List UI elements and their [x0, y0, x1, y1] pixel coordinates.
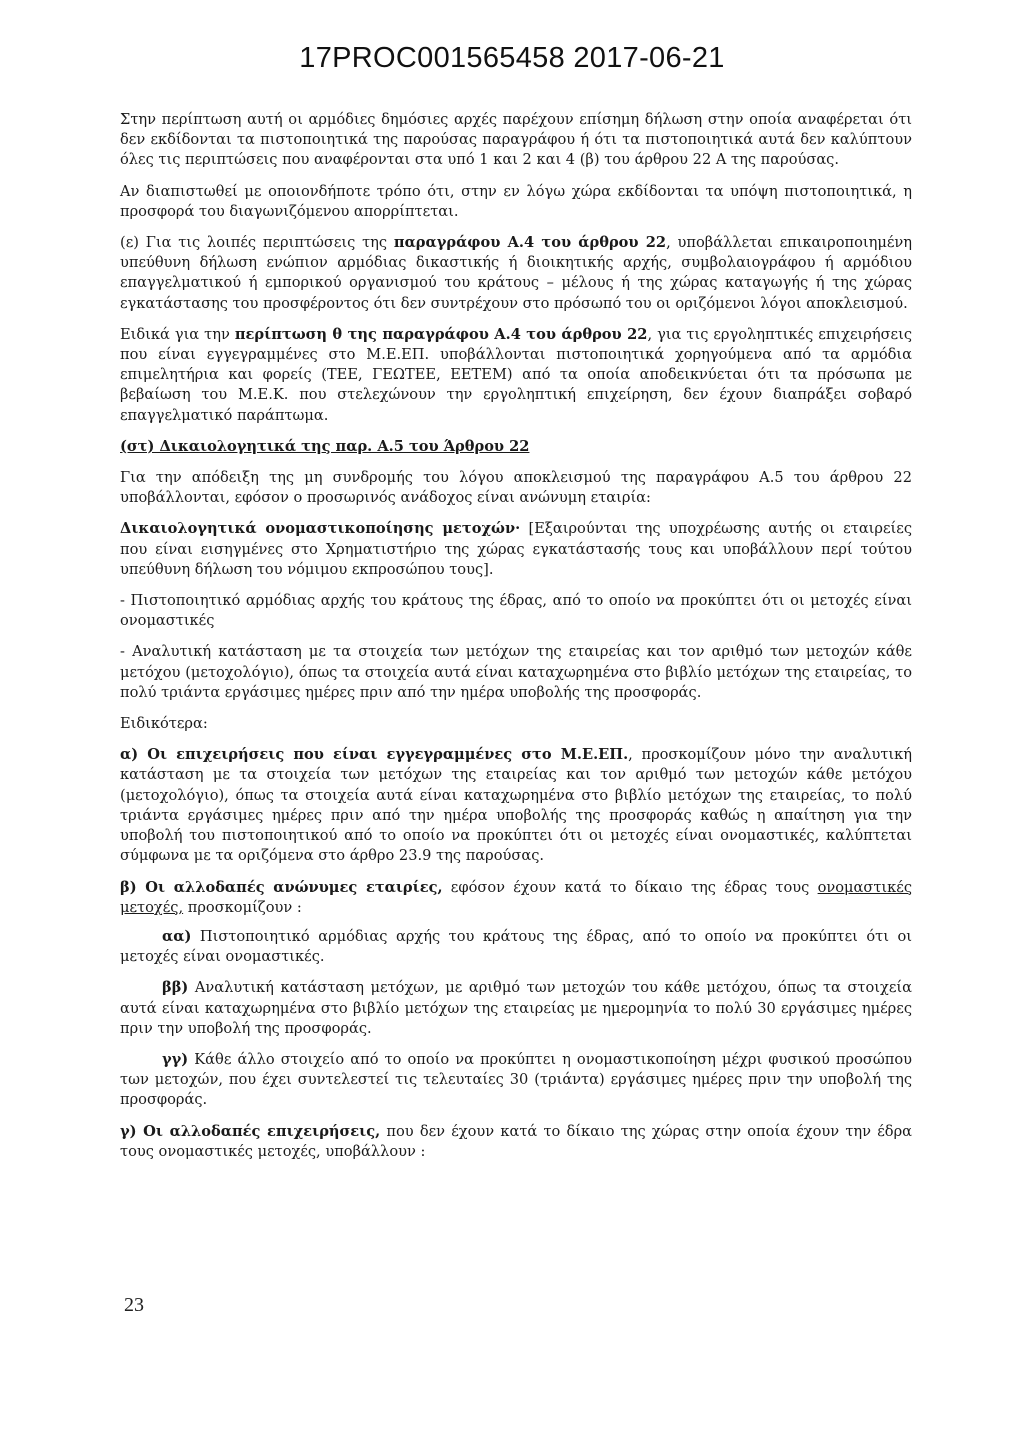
document-id-header: 17PROC001565458 2017-06-21	[299, 42, 725, 74]
sub-item-aa	[120, 927, 912, 967]
paragraph-reference: παραγράφου Α.4 του άρθρου 22	[393, 234, 667, 252]
paragraph-text: , προσκομίζουν μόνο την αναλυτική κατάσταση με τα στοιχεία των μετόχων της εταιρείας και τον αριθμό των μετοχών κάθε μετόχου (μετοχολόγιο), όπως τα στοιχεία αυτά είναι καταχωρημένα στο βιβλίο μετόχων της εταιρείας, το πολύ τριάντα εργάσιμες ημέρες πριν από την ημέρα υποβολής της προσφοράς καθώς η απαίτηση για την υποβολή του πιστοποιητικού από το οποίο να προκύπτει ότι οι μετοχές είναι ονομαστικές, καλύπτεται σύμφωνα με τα οριζόμενα στο άρθρο 23.9 της παρούσας.	[120, 746, 912, 865]
paragraph-share-docs	[120, 519, 912, 580]
paragraph-text: που δεν έχουν κατά το δίκαιο της χώρας στην οποία έχουν την έδρα τους ονομαστικές μετοχές, υποβάλλουν :	[120, 1122, 912, 1160]
paragraph-official-statement: Στην περίπτωση αυτή οι αρμόδιες δημόσιες αρχές παρέχουν επίσημη δήλωση στην οποία αναφέρεται ότι δεν εκδίδονται τα πιστοποιητικά της παρούσας παραγράφου ή ότι τα πιστοποιητικά αυτά δεν καλύπτουν όλες τις περιπτώσεις που αναφέρονται στα υπό 1 και 2 και 4 (β) του άρθρου 22 Α της παρούσας.	[120, 111, 912, 169]
sub-item-marker: αα)	[162, 927, 192, 945]
paragraph-text: προσκομίζουν :	[183, 898, 302, 916]
section-heading: (στ) Δικαιολογητικά της παρ. Α.5 του Άρθρου 22	[120, 437, 530, 455]
paragraph-case-e	[120, 233, 912, 314]
sub-item-marker: ββ)	[162, 979, 189, 997]
document-body	[120, 110, 912, 1173]
sub-item-text: Κάθε άλλο στοιχείο από το οποίο να προκύπτει η ονομαστικοποίηση μέχρι φυσικού προσώπου των μετοχών, που έχει συντελεστεί τις τελευταίες 30 (τριάντα) εργάσιμες ημέρες πριν την υποβολή της προσφοράς.	[120, 1050, 912, 1109]
paragraph-text: , υποβάλλεται επικαιροποιημένη υπεύθυνη δήλωση ενώπιον αρμόδιας δικαστικής ή διοικητικής αρχής, συμβολαιογράφου ή αρμόδιου επαγγελματικού ή εμπορικού οργανισμού του κράτους – μέλους ή της χώρας καταγωγής ή της χώρας εγκατάστασης του προσφέροντος ότι δεν συντρέχουν στο πρόσωπό του οι οριζόμενοι λόγοι αποκλεισμού.	[120, 234, 913, 312]
list-item-shareholder-register: - Αναλυτική κατάσταση με τα στοιχεία των μετόχων της εταιρείας και τον αριθμό των μετοχών κάθε μετόχου (μετοχολόγιο), όπως τα στοιχεία αυτά είναι καταχωρημένα στο βιβλίο μετόχων της εταιρείας, το πολύ τριάντα εργάσιμες ημέρες πριν από την ημέρα υποβολής της προσφοράς.	[120, 643, 912, 701]
paragraph-text: [Εξαιρούνται της υποχρέωσης αυτής οι εταιρείες που είναι εισηγμένες στο Χρηματιστήριο της χώρας εγκατάστασής τους και υποβάλλουν περί τούτου υπεύθυνη δήλωση του νόμιμου εκπροσώπου τους].	[120, 520, 912, 578]
paragraph-underlined-text: ονομαστικές μετοχές,	[120, 878, 912, 916]
paragraph-case-b	[120, 878, 912, 918]
paragraph-text: Ειδικά για την	[120, 325, 235, 343]
sub-item-text: Αναλυτική κατάσταση μετόχων, με αριθμό των μετοχών του κάθε μετόχου, όπως τα στοιχεία αυτά είναι καταχωρημένα στο βιβλίο μετόχων της εταιρείας με ημερομηνία το πολύ 30 εργάσιμες ημέρες πριν την υποβολή της προσφοράς.	[120, 979, 912, 1037]
sub-item-marker: γγ)	[162, 1050, 189, 1068]
paragraph-case-theta	[120, 325, 912, 426]
page-number: 23	[124, 1294, 144, 1316]
paragraph-text: (ε) Για τις λοιπές περιπτώσεις της	[120, 234, 394, 252]
paragraph-heading: β) Οι αλλοδαπές ανώνυμες εταιρίες,	[120, 878, 443, 896]
sub-item-gg	[120, 1050, 912, 1111]
paragraph-a5-intro: Για την απόδειξη της μη συνδρομής του λόγου αποκλεισμού της παραγράφου Α.5 του άρθρου 22 υποβάλλονται, εφόσον ο προσωρινός ανάδοχος είναι ανώνυμη εταιρία:	[120, 469, 912, 507]
paragraph-heading: Δικαιολογητικά ονομαστικοποίησης μετοχών·	[120, 520, 521, 538]
paragraph-rejection-rule: Αν διαπιστωθεί με οποιονδήποτε τρόπο ότι, στην εν λόγω χώρα εκδίδονται τα υπόψη πιστοποιητικά, η προσφορά του διαγωνιζόμενου απορρίπτεται.	[120, 182, 912, 220]
sub-item-bb	[120, 978, 912, 1039]
paragraph-heading: γ) Οι αλλοδαπές επιχειρήσεις,	[120, 1122, 381, 1140]
paragraph-case-a	[120, 745, 912, 866]
paragraph-heading: α) Οι επιχειρήσεις που είναι εγγεγραμμένες στο Μ.Ε.ΕΠ.	[120, 746, 629, 764]
list-item-certificate: - Πιστοποιητικό αρμόδιας αρχής του κράτους της έδρας, από το οποίο να προκύπτει ότι οι μετοχές είναι ονομαστικές	[120, 592, 912, 630]
paragraph-specifically: Ειδικότερα:	[120, 715, 208, 733]
paragraph-reference: περίπτωση θ της παραγράφου Α.4 του άρθρου 22	[234, 325, 648, 343]
paragraph-text: εφόσον έχουν κατά το δίκαιο της έδρας τους	[442, 878, 818, 896]
paragraph-case-c	[120, 1122, 912, 1162]
paragraph-text: , για τις εργοληπτικές επιχειρήσεις που είναι εγγεγραμμένες στο Μ.Ε.ΕΠ. υποβάλλονται πιστοποιητικά χορηγούμενα από τα αρμόδια επιμελητήρια και φορείς (ΤΕΕ, ΓΕΩΤΕΕ, ΕΕΤΕΜ) από τα οποία αποδεικνύεται ότι τα πρόσωπα με βεβαίωση του Μ.Ε.Κ. που στελεχώνουν την εργοληπτική επιχείρηση, δεν έχουν διαπράξει σοβαρό επαγγελματικό παράπτωμα.	[120, 325, 913, 424]
sub-item-text: Πιστοποιητικό αρμόδιας αρχής του κράτους της έδρας, από το οποίο να προκύπτει ότι οι μετοχές είναι ονομαστικές.	[120, 927, 912, 966]
